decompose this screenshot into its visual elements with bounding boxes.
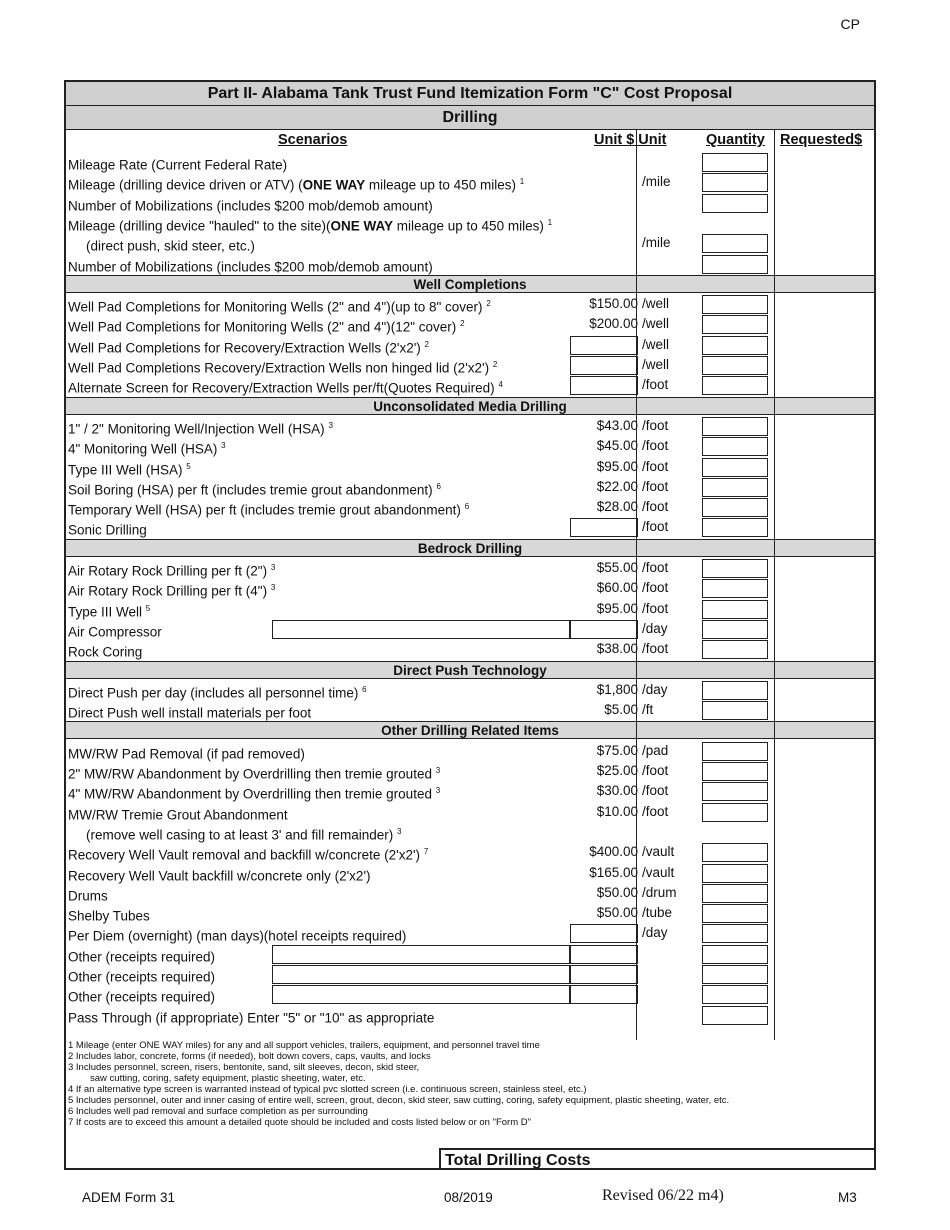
quantity-input[interactable] <box>702 965 768 984</box>
unit-price: $22.00 <box>596 478 638 494</box>
line-item-description <box>68 517 147 541</box>
footnote-ref: 2 <box>424 339 429 349</box>
unit-price: $50.00 <box>596 884 638 900</box>
unit: /foot <box>642 641 669 657</box>
desc-text: Drums <box>68 888 108 904</box>
unit-price: $25.00 <box>596 763 638 778</box>
quantity-input[interactable] <box>702 518 768 537</box>
footnote-ref: 5 <box>186 461 191 471</box>
unit: /well <box>642 336 670 352</box>
quantity-input[interactable] <box>702 255 768 274</box>
column-divider <box>636 130 637 1040</box>
quantity-input[interactable] <box>702 417 768 436</box>
form-title: Part II- Alabama Tank Trust Fund Itemization Form "C" Cost Proposal <box>66 82 874 106</box>
header-scenarios: Scenarios <box>278 132 348 148</box>
unit: /mile <box>642 174 671 190</box>
unit: /day <box>642 925 668 941</box>
footer-form-name: ADEM Form 31 <box>82 1190 176 1205</box>
unit: /foot <box>642 478 669 494</box>
quantity-input[interactable] <box>702 498 768 517</box>
footnotes <box>68 1040 729 1128</box>
footnote: 4 If an alternative type screen is warranted instead of typical pvc slotted screen (i.e. continuous screen, stainless steel, etc.) <box>68 1084 587 1095</box>
unit-price-input[interactable] <box>570 336 638 355</box>
quantity-input[interactable] <box>702 600 768 619</box>
quantity-input[interactable] <box>702 173 768 192</box>
footnote: 5 Includes personnel, outer and inner casing of entire well, screen, grout, decon, skid steer, saw cutting, coring, safety equipment, plastic sheeting, water, etc. <box>68 1095 730 1106</box>
unit-price-input[interactable] <box>570 924 638 943</box>
footnote-ref: 3 <box>328 420 333 430</box>
desc-text: (direct push, skid steer, etc.) <box>86 238 255 254</box>
footnote-ref: 3 <box>221 441 226 451</box>
unit-price-input[interactable] <box>570 620 638 639</box>
desc-text: Well Pad Completions for Monitoring Wells (2" and 4")(12" cover) <box>68 319 457 335</box>
unit-price-input[interactable] <box>570 985 638 1004</box>
unit: /drum <box>642 884 677 900</box>
quantity-input[interactable] <box>702 701 768 720</box>
quantity-input[interactable] <box>702 620 768 639</box>
unit-price: $55.00 <box>596 560 638 575</box>
quantity-input[interactable] <box>702 336 768 355</box>
corner-mark: CP <box>840 16 860 32</box>
quantity-input[interactable] <box>702 681 768 700</box>
form-subtitle: Drilling <box>66 106 874 130</box>
desc-text: Pass Through (if appropriate) Enter "5" or "10" as appropriate <box>68 1010 435 1026</box>
unit-price: $28.00 <box>596 499 638 515</box>
unit-price: $1,800 <box>596 681 638 697</box>
footnote-ref: 6 <box>362 684 367 694</box>
unit: /foot <box>642 417 669 433</box>
quantity-input[interactable] <box>702 985 768 1004</box>
unit: /well <box>642 296 670 312</box>
unit-price: $95.00 <box>596 458 638 474</box>
desc-text: 4" Monitoring Well (HSA) <box>68 441 218 457</box>
unit-price: $30.00 <box>596 783 638 799</box>
desc-text: (remove well casing to at least 3' and fill remainder) <box>86 827 394 843</box>
footer-date: 08/2019 <box>444 1190 493 1205</box>
desc-text: Number of Mobilizations (includes $200 mob/demob amount) <box>68 259 433 274</box>
description-input[interactable] <box>272 965 570 984</box>
desc-text: Other (receipts required) <box>68 969 216 985</box>
desc-part: Mileage (drilling device driven or ATV) ( <box>68 177 303 193</box>
desc-text: Per Diem (overnight) (man days)(hotel receipts required) <box>68 928 407 944</box>
line-item-description <box>68 1005 434 1029</box>
desc-part: mileage up to 450 miles) <box>365 177 516 193</box>
description-input[interactable] <box>272 620 570 639</box>
desc-text: MW/RW Pad Removal (if pad removed) <box>68 746 305 762</box>
quantity-input[interactable] <box>702 458 768 477</box>
desc-part: mileage up to 450 miles) <box>393 218 544 234</box>
header-requested: Requested$ <box>780 132 863 148</box>
total-drilling-costs: Total Drilling Costs <box>439 1148 876 1170</box>
quantity-input[interactable] <box>702 559 768 578</box>
desc-emphasis: ONE WAY <box>302 177 366 193</box>
quantity-input[interactable] <box>702 782 768 801</box>
footnote-ref: 7 <box>423 847 429 857</box>
desc-text: Type III Well <box>68 604 143 620</box>
desc-text: 2" MW/RW Abandonment by Overdrilling then tremie grouted <box>68 766 432 782</box>
desc-text: Well Pad Completions for Monitoring Wells (2" and 4")(up to 8" cover) <box>68 299 483 315</box>
unit-price: $10.00 <box>596 803 638 819</box>
footnote-ref: 3 <box>435 766 441 775</box>
desc-text: Well Pad Completions for Recovery/Extraction Wells (2'x2') <box>68 340 421 356</box>
desc-text: Other (receipts required) <box>68 949 216 965</box>
desc-text: Well Pad Completions Recovery/Extraction Wells non hinged lid (2'x2') <box>68 360 490 376</box>
unit: /well <box>642 316 670 332</box>
unit-price: $75.00 <box>596 742 638 758</box>
line-item-description <box>68 375 503 399</box>
description-input[interactable] <box>272 985 570 1004</box>
desc-text: Direct Push per day (includes all personnel time) <box>68 685 359 701</box>
unit-price: $50.00 <box>596 905 638 921</box>
quantity-input[interactable] <box>702 234 768 253</box>
quantity-input[interactable] <box>702 742 768 761</box>
section-header: Bedrock Drilling <box>66 539 874 557</box>
quantity-input[interactable] <box>702 843 768 862</box>
unit: /foot <box>642 519 669 535</box>
unit: /foot <box>642 763 669 778</box>
unit-price-input[interactable] <box>570 518 638 537</box>
quantity-input[interactable] <box>702 478 768 497</box>
unit: /foot <box>642 377 669 393</box>
unit-price: $165.00 <box>589 864 638 880</box>
quantity-input[interactable] <box>702 640 768 659</box>
unit: /foot <box>642 600 669 616</box>
unit-price-input[interactable] <box>570 356 638 375</box>
section-header: Direct Push Technology <box>66 661 874 679</box>
unit: /mile <box>642 235 671 251</box>
description-input[interactable] <box>272 945 570 964</box>
column-divider <box>774 130 775 1040</box>
line-item-description <box>68 639 142 663</box>
desc-text: Temporary Well (HSA) per ft (includes tremie grout abandonment) <box>68 502 461 518</box>
unit: /foot <box>642 803 669 819</box>
unit-price: $45.00 <box>596 438 638 454</box>
footnote-ref: 1 <box>547 217 553 227</box>
line-item <box>66 822 874 842</box>
unit: /vault <box>642 844 675 860</box>
header-quantity: Quantity <box>706 132 765 148</box>
desc-text: Air Rotary Rock Drilling per ft (4") <box>68 583 268 599</box>
unit: /foot <box>642 458 669 474</box>
footnote-ref: 2 <box>486 299 491 309</box>
desc-text: Recovery Well Vault backfill w/concrete only (2'x2') <box>68 868 371 883</box>
quantity-input[interactable] <box>702 315 768 334</box>
unit: /day <box>642 620 668 636</box>
line-item-description <box>68 700 311 724</box>
unit-price: $200.00 <box>589 316 638 332</box>
desc-text: 4" MW/RW Abandonment by Overdrilling then tremie grouted <box>68 786 432 802</box>
line-item <box>66 213 874 233</box>
cost-proposal-form <box>64 80 876 1170</box>
unit: /foot <box>642 499 669 515</box>
unit: /pad <box>642 742 669 758</box>
quantity-input[interactable] <box>702 904 768 923</box>
footnote-ref: 3 <box>270 563 276 572</box>
desc-text: 1" / 2" Monitoring Well/Injection Well (HSA) <box>68 421 325 437</box>
unit-price-input[interactable] <box>570 965 638 984</box>
unit-price: $60.00 <box>596 580 638 596</box>
unit-price: $400.00 <box>589 844 638 860</box>
unit: /vault <box>642 864 675 880</box>
header-unit-price: Unit $ Unit <box>594 132 667 148</box>
quantity-input[interactable] <box>702 356 768 375</box>
footnote: saw cutting, coring, safety equipment, plastic sheeting, water, etc. <box>90 1073 366 1084</box>
unit: /ft <box>642 702 654 718</box>
unit: /foot <box>642 438 669 454</box>
footer-page-code: M3 <box>838 1190 857 1205</box>
footnote-ref: 6 <box>464 502 470 512</box>
unit-price: $150.00 <box>589 296 638 312</box>
unit: /tube <box>642 905 673 921</box>
footnote-ref: 4 <box>498 380 503 390</box>
footnote-ref: 1 <box>519 177 525 187</box>
quantity-input[interactable] <box>702 579 768 598</box>
desc-text: Direct Push well install materials per foot <box>68 705 312 721</box>
footnote: 6 Includes well pad removal and surface completion as per surrounding <box>68 1106 368 1117</box>
quantity-input[interactable] <box>702 945 768 964</box>
footnote-ref: 3 <box>270 583 276 593</box>
desc-text: Sonic Drilling <box>68 522 147 538</box>
quantity-input[interactable] <box>702 803 768 822</box>
footnote-ref: 2 <box>460 319 465 329</box>
unit: /day <box>642 681 668 697</box>
footnote-ref: 2 <box>492 360 498 369</box>
unit-price-input[interactable] <box>570 376 638 395</box>
footnote-ref: 3 <box>435 786 441 796</box>
quantity-input[interactable] <box>702 295 768 314</box>
footnote-ref: 5 <box>145 603 151 613</box>
desc-text: Air Compressor <box>68 624 162 640</box>
desc-text: Alternate Screen for Recovery/Extraction Wells per/ft(Quotes Required) <box>68 380 495 396</box>
footnote: 2 Includes labor, concrete, forms (if needed), bolt down covers, caps, vaults, and locks <box>68 1051 431 1062</box>
desc-text: Rock Coring <box>68 644 143 660</box>
unit: /well <box>642 357 670 372</box>
footer-revised: Revised 06/22 m4) <box>602 1187 724 1204</box>
quantity-input[interactable] <box>702 762 768 781</box>
section-header: Well Completions <box>66 275 874 293</box>
footnote-ref: 3 <box>396 826 402 836</box>
desc-text: Shelby Tubes <box>68 908 150 924</box>
unit-price: $38.00 <box>596 641 638 657</box>
quantity-input[interactable] <box>702 437 768 456</box>
footnote: 1 Mileage (enter ONE WAY miles) for any and all support vehicles, trailers, equipment, and personnel travel time <box>68 1040 540 1051</box>
footnote-ref: 6 <box>436 481 441 491</box>
quantity-input[interactable] <box>702 153 768 172</box>
quantity-input[interactable] <box>702 1006 768 1025</box>
quantity-input[interactable] <box>702 864 768 883</box>
unit-price: $5.00 <box>604 702 638 718</box>
unit-price: $43.00 <box>596 417 638 433</box>
unit-price-input[interactable] <box>570 945 638 964</box>
desc-text: Other (receipts required) <box>68 989 216 1005</box>
desc-text: Mileage Rate (Current Federal Rate) <box>68 157 288 173</box>
unit: /foot <box>642 560 669 575</box>
desc-text: MW/RW Tremie Grout Abandonment <box>68 807 288 823</box>
desc-text: Number of Mobilizations (includes $200 mob/demob amount) <box>68 198 433 214</box>
quantity-input[interactable] <box>702 884 768 903</box>
desc-text: Soil Boring (HSA) per ft (includes tremie grout abandonment) <box>68 482 433 498</box>
desc-emphasis: ONE WAY <box>330 218 393 234</box>
desc-text: Air Rotary Rock Drilling per ft (2") <box>68 563 268 579</box>
unit-price: $95.00 <box>596 600 638 616</box>
quantity-input[interactable] <box>702 194 768 213</box>
line-item-description <box>68 254 433 278</box>
unit: /foot <box>642 783 669 799</box>
section-header: Unconsolidated Media Drilling <box>66 397 874 415</box>
desc-text: Type III Well (HSA) <box>68 462 183 477</box>
desc-part: Mileage (drilling device "hauled" to the site)( <box>68 218 331 234</box>
quantity-input[interactable] <box>702 924 768 943</box>
section-header: Other Drilling Related Items <box>66 721 874 739</box>
quantity-input[interactable] <box>702 376 768 395</box>
footnote: 3 Includes personnel, screen, risers, bentonite, sand, silt sleeves, decon, skid steer, <box>68 1062 420 1073</box>
footnote: 7 If costs are to exceed this amount a detailed quote should be included and costs listed below or on "Form D" <box>68 1117 532 1128</box>
desc-text: Recovery Well Vault removal and backfill w/concrete (2'x2') <box>68 847 421 863</box>
unit: /foot <box>642 580 669 596</box>
